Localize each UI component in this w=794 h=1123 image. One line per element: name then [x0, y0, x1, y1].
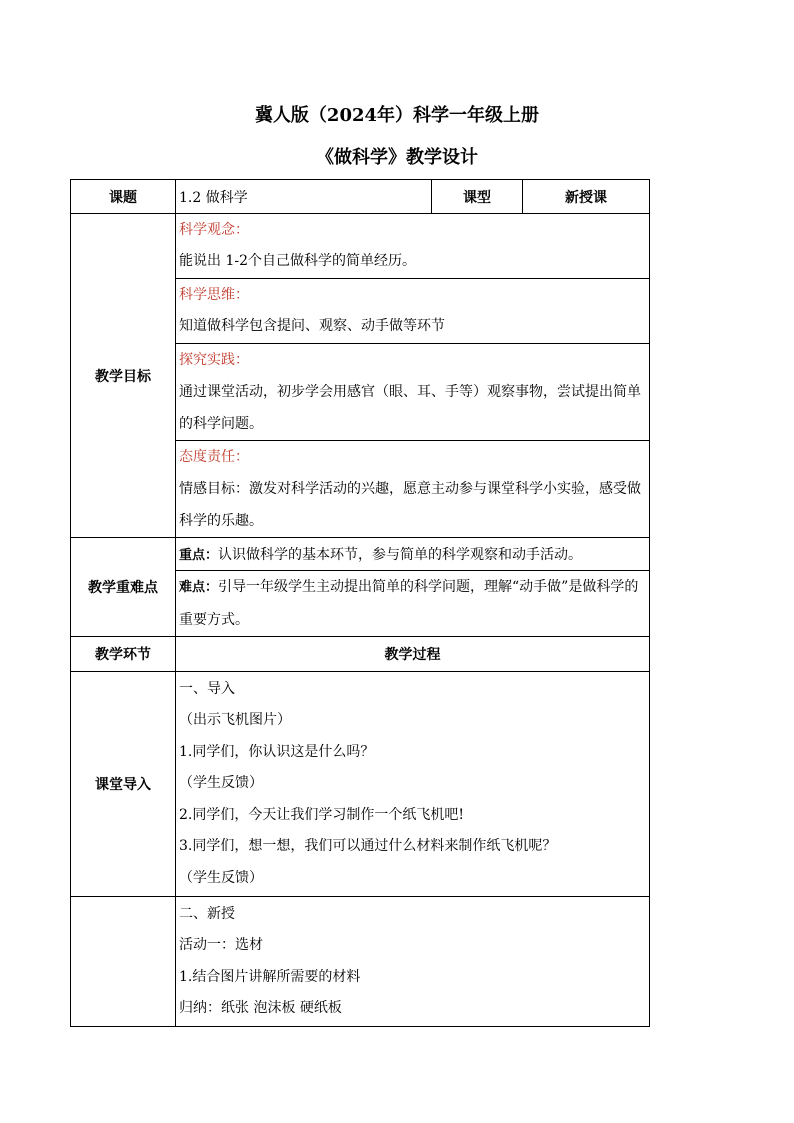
new-lesson-line: 二、新授	[179, 905, 235, 922]
keypoint-text: 认识做科学的基本环节，参与简单的科学观察和动手活动。	[218, 547, 583, 563]
new-lesson-line: 活动一：选材	[179, 937, 263, 953]
intro-line: （出示飞机图片）	[179, 712, 291, 729]
document-title-line1: 冀人版（2024年）科学一年级上册	[254, 105, 540, 126]
topic-row	[71, 180, 650, 214]
new-lesson-line: 归纳：纸张 泡沫板 硬纸板	[179, 1000, 342, 1016]
objective-cell	[176, 279, 650, 344]
intro-line: （学生反馈）	[179, 775, 263, 792]
new-lesson-content	[176, 897, 650, 1027]
keypoint-prefix: 重点：	[179, 548, 219, 563]
intro-row	[71, 672, 650, 897]
keypoint-row	[71, 538, 650, 571]
document-title-line2: 《做科学》教学设计	[316, 147, 478, 168]
objective-text: 通过课堂活动，初步学会用感官（眼、耳、手等）观察事物，尝试提出简单的科学问题。	[179, 383, 641, 432]
intro-content	[176, 672, 650, 897]
keypoints-label: 教学重难点	[71, 538, 176, 637]
objectives-label: 教学目标	[71, 214, 176, 538]
section-header-row	[71, 637, 650, 672]
intro-line: 3.同学们，想一想，我们可以通过什么材料来制作纸飞机呢？	[179, 838, 557, 855]
intro-label: 课堂导入	[71, 672, 176, 897]
intro-line: 1.同学们，你认识这是什么吗？	[179, 743, 375, 760]
new-lesson-line: 1.结合图片讲解所需要的材料	[179, 968, 361, 985]
objective-heading: 探究实践：	[179, 351, 249, 368]
objective-cell	[176, 441, 650, 538]
process-header: 教学过程	[176, 637, 650, 672]
objective-cell	[176, 344, 650, 441]
lesson-plan-table	[70, 179, 650, 1027]
intro-line: 一、导入	[179, 680, 235, 697]
difficulty-cell	[176, 571, 650, 637]
intro-line: 2.同学们，今天让我们学习制作一个纸飞机吧!	[179, 806, 464, 823]
objective-text: 能说出 1-2个自己做科学的简单经历。	[179, 253, 416, 269]
objective-text: 知道做科学包含提问、观察、动手做等环节	[179, 318, 445, 334]
objective-row-1	[71, 214, 650, 279]
topic-value: 1.2 做科学	[176, 180, 432, 214]
keypoint-cell	[176, 538, 650, 571]
objective-text: 情感目标：激发对科学活动的兴趣，愿意主动参与课堂科学小实验，感受做科学的乐趣。	[179, 480, 641, 529]
new-lesson-label	[71, 897, 176, 1027]
type-label: 课型	[432, 180, 523, 214]
objective-cell	[176, 214, 650, 279]
topic-label: 课题	[71, 180, 176, 214]
objective-heading: 科学观念：	[179, 222, 249, 238]
stage-header: 教学环节	[71, 637, 176, 672]
difficulty-prefix: 难点：	[179, 580, 219, 595]
intro-line: （学生反馈）	[179, 869, 263, 886]
difficulty-text: 引导一年级学生主动提出简单的科学问题，理解“动手做”是做科学的重要方式。	[179, 579, 639, 628]
new-lesson-row	[71, 897, 650, 1027]
type-value: 新授课	[523, 180, 650, 214]
objective-heading: 科学思维：	[179, 287, 249, 303]
objective-heading: 态度责任：	[179, 448, 249, 465]
